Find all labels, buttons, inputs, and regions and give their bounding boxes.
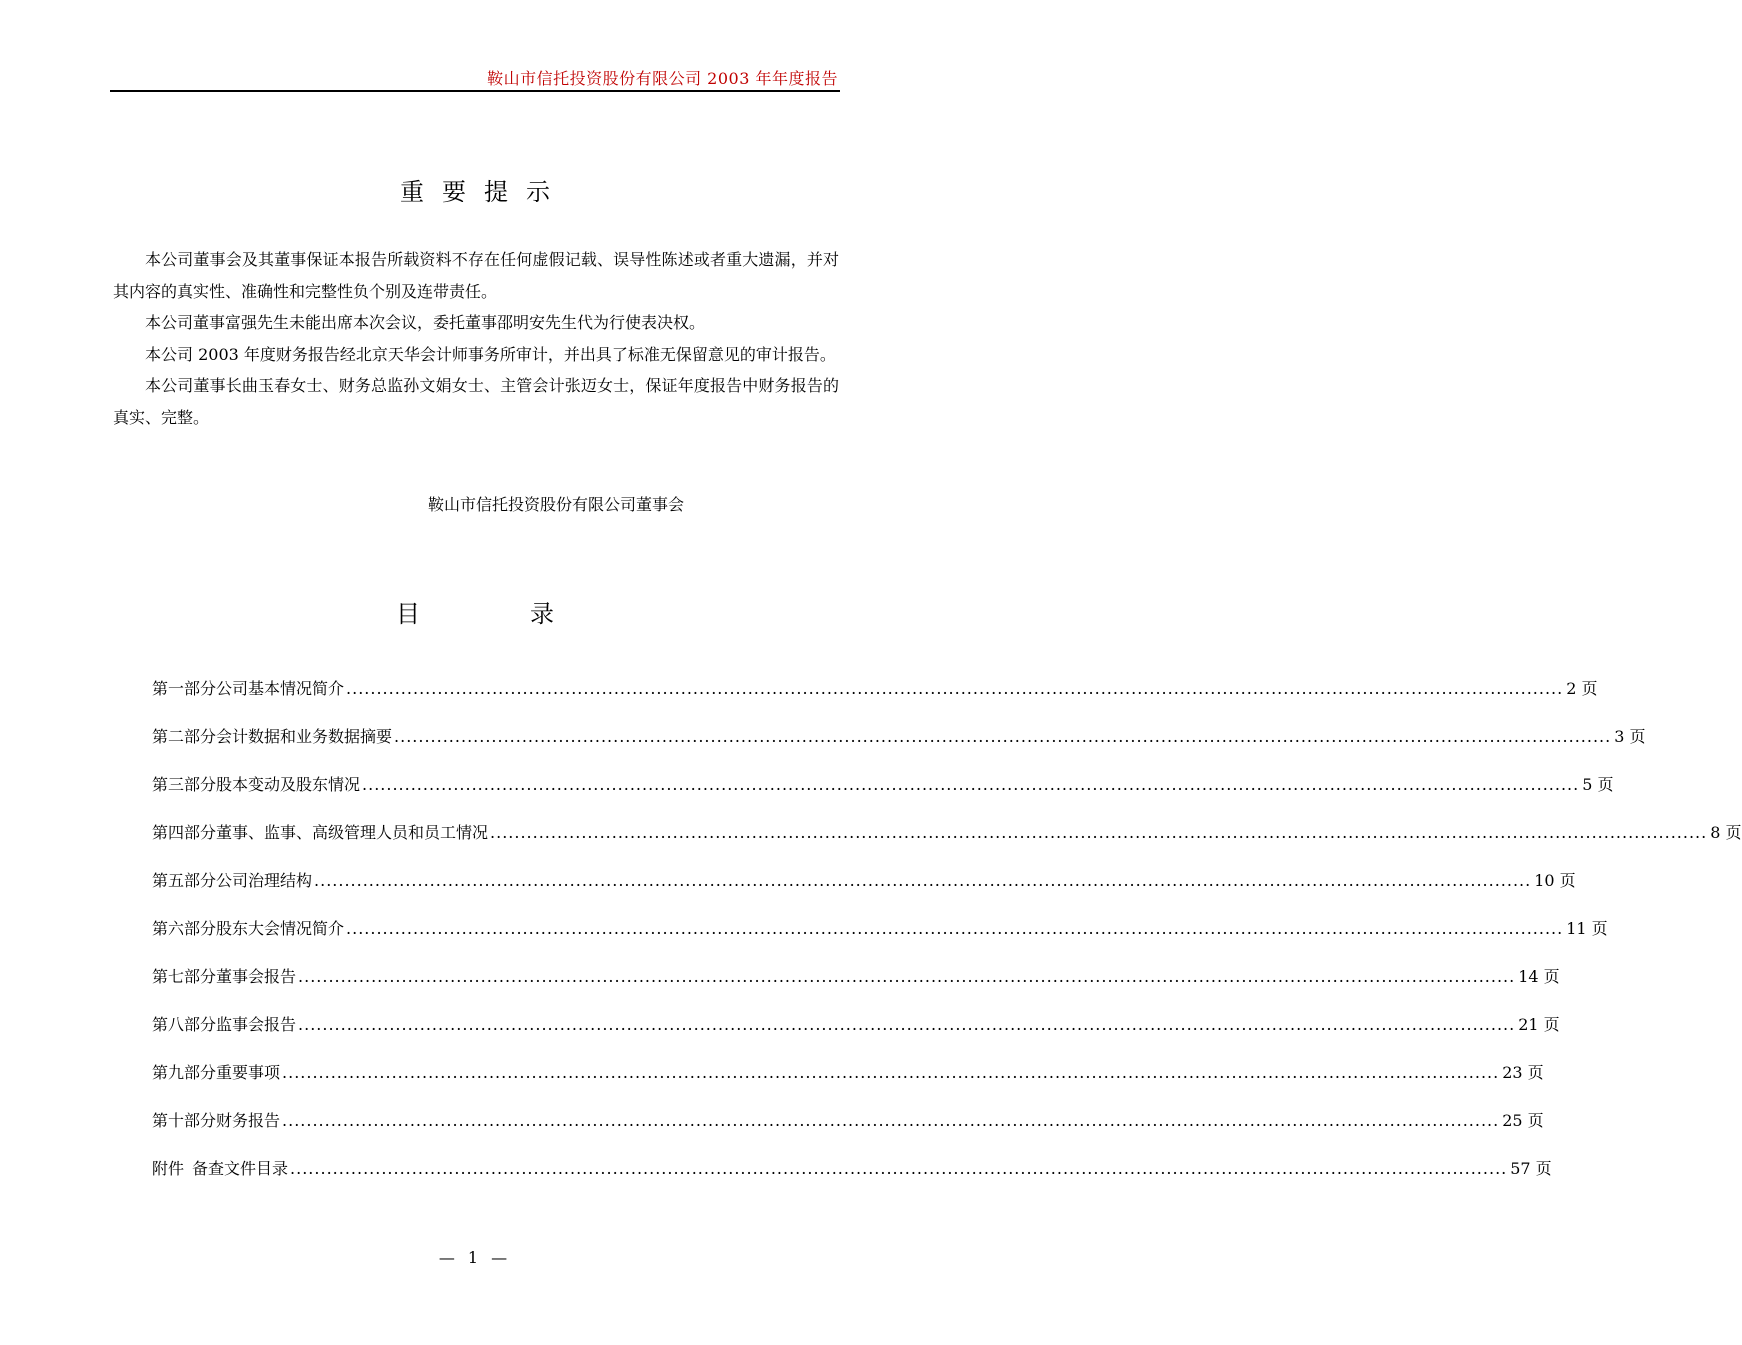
header-title: 鞍山市信托投资股份有限公司 2003 年年度报告 (487, 69, 838, 88)
toc-title: 公司基本情况简介 (216, 679, 345, 698)
toc-title: 董事会报告 (216, 967, 297, 986)
toc-part-char: 附 (152, 1159, 169, 1178)
toc-leader-dots: ........................................................................................................................................................................................................ (346, 919, 1564, 938)
notice-paragraph: 本公司董事长曲玉春女士、财务总监孙文娟女士、主管会计张迈女士，保证年度报告中财务报告的真实、完整。 (113, 376, 839, 427)
toc-entry[interactable] (152, 916, 1608, 964)
toc-entry[interactable] (152, 868, 1576, 916)
toc-title: 公司治理结构 (216, 871, 313, 890)
toc-page: 3 页 (1614, 727, 1646, 746)
notice-paragraph: 本公司 2003 年度财务报告经北京天华会计师事务所审计，并出具了标准无保留意见的审计报告。 (145, 344, 836, 364)
toc-leader-dots: ........................................................................................................................................................................................................ (282, 1063, 1500, 1082)
toc-entry[interactable] (152, 1156, 1552, 1204)
toc-page: 23 页 (1502, 1063, 1544, 1082)
toc-part-char: 件 (168, 1159, 185, 1178)
toc-leader-dots: ........................................................................................................................................................................................................ (298, 967, 1516, 986)
table-of-contents (152, 676, 1742, 1204)
toc-entry[interactable] (152, 676, 1598, 724)
toc-title: 财务报告 (216, 1111, 281, 1130)
toc-part: 第二部分 (152, 727, 217, 746)
toc-part: 第五部分 (152, 871, 217, 890)
toc-page: 10 页 (1534, 871, 1576, 890)
toc-leader-dots: ........................................................................................................................................................................................................ (362, 775, 1580, 794)
toc-part: 第八部分 (152, 1015, 217, 1034)
toc-page: 21 页 (1518, 1015, 1560, 1034)
notice-paragraph: 本公司董事富强先生未能出席本次会议，委托董事邵明安先生代为行使表决权。 (145, 313, 706, 332)
toc-page: 57 页 (1510, 1159, 1552, 1178)
toc-title: 股东大会情况简介 (216, 919, 345, 938)
toc-title: 会计数据和业务数据摘要 (216, 727, 393, 746)
toc-part: 第十部分 (152, 1111, 217, 1130)
toc-part: 第一部分 (152, 679, 217, 698)
toc-entry[interactable] (152, 1060, 1544, 1108)
toc-entry[interactable] (152, 820, 1742, 868)
toc-title: 备查文件目录 (192, 1159, 289, 1178)
toc-leader-dots: ........................................................................................................................................................................................................ (346, 679, 1564, 698)
toc-leader-dots: ........................................................................................................................................................................................................ (282, 1111, 1500, 1130)
toc-part (152, 1156, 184, 1179)
toc-title: 董事、监事、高级管理人员和员工情况 (216, 823, 489, 842)
toc-leader-dots: ........................................................................................................................................................................................................ (490, 823, 1708, 842)
toc-entry[interactable] (152, 724, 1646, 772)
toc-part: 第三部分 (152, 775, 217, 794)
toc-leader-dots: ........................................................................................................................................................................................................ (314, 871, 1532, 890)
notice-heading: 重要提示 (400, 178, 568, 206)
toc-part: 第六部分 (152, 919, 217, 938)
toc-part: 第四部分 (152, 823, 217, 842)
toc-part: 第九部分 (152, 1063, 217, 1082)
notice-paragraph: 本公司董事会及其董事保证本报告所载资料不存在任何虚假记载、误导性陈述或者重大遗漏，并对其内容的真实性、准确性和完整性负个别及连带责任。 (113, 250, 839, 301)
toc-leader-dots: ........................................................................................................................................................................................................ (290, 1159, 1508, 1178)
toc-title: 监事会报告 (216, 1015, 297, 1034)
toc-entry[interactable] (152, 1012, 1560, 1060)
notice-body (113, 244, 839, 433)
toc-entry[interactable] (152, 1108, 1544, 1156)
toc-leader-dots: ........................................................................................................................................................................................................ (394, 727, 1612, 746)
toc-page: 5 页 (1582, 775, 1614, 794)
page-number: — 1 — (438, 1248, 512, 1267)
toc-page: 8 页 (1710, 823, 1742, 842)
header-rule (110, 90, 840, 92)
toc-part: 第七部分 (152, 967, 217, 986)
board-signature: 鞍山市信托投资股份有限公司董事会 (428, 495, 685, 514)
toc-heading: 目录 (396, 600, 664, 628)
toc-page: 2 页 (1566, 679, 1598, 698)
toc-leader-dots: ........................................................................................................................................................................................................ (298, 1015, 1516, 1034)
toc-entry[interactable] (152, 772, 1614, 820)
toc-page: 14 页 (1518, 967, 1560, 986)
toc-page: 11 页 (1566, 919, 1608, 938)
toc-title: 股本变动及股东情况 (216, 775, 361, 794)
toc-title: 重要事项 (216, 1063, 281, 1082)
toc-entry[interactable] (152, 964, 1560, 1012)
toc-page: 25 页 (1502, 1111, 1544, 1130)
